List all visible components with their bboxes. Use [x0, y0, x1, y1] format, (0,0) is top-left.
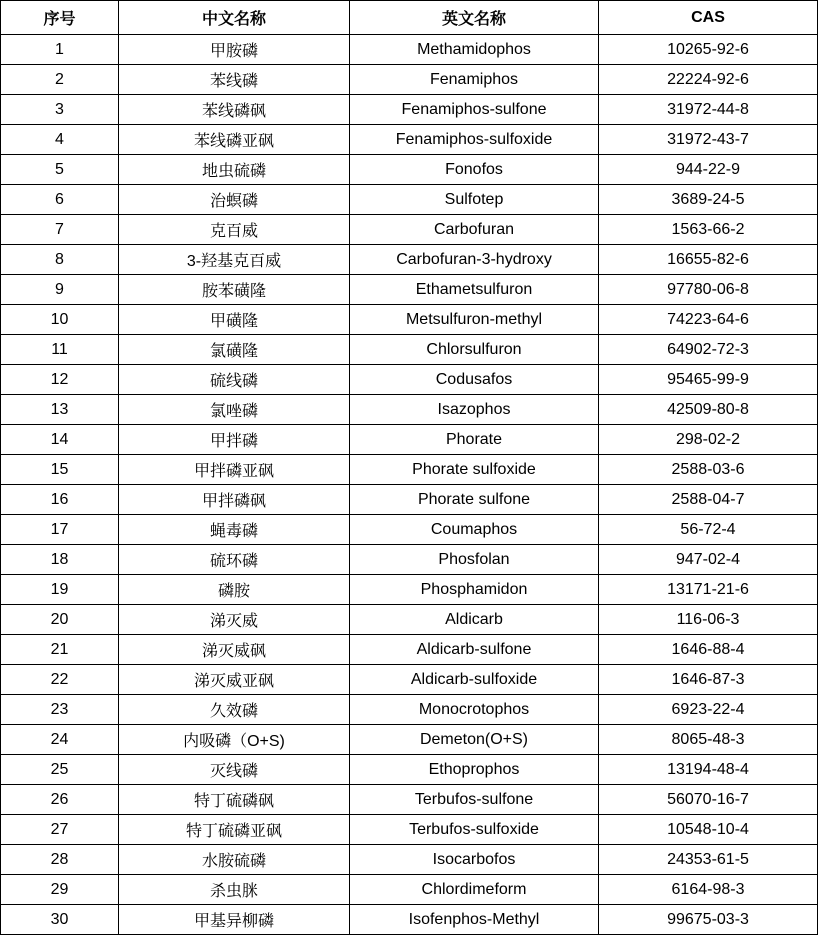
header-cas: CAS	[599, 1, 818, 35]
table-row	[1, 755, 818, 785]
cell-english-name: Carbofuran-3-hydroxy	[350, 245, 599, 275]
cell-index: 18	[1, 545, 119, 575]
cell-index: 14	[1, 425, 119, 455]
cell-english-name: Codusafos	[350, 365, 599, 395]
cell-chinese-name: 特丁硫磷砜	[119, 785, 350, 815]
cell-index: 10	[1, 305, 119, 335]
cell-english-name: Aldicarb	[350, 605, 599, 635]
cell-index: 8	[1, 245, 119, 275]
cell-chinese-name: 甲基异柳磷	[119, 905, 350, 935]
cell-english-name: Sulfotep	[350, 185, 599, 215]
cell-index: 9	[1, 275, 119, 305]
table-row	[1, 875, 818, 905]
cell-chinese-name: 杀虫脒	[119, 875, 350, 905]
cell-cas: 16655-82-6	[599, 245, 818, 275]
cell-index: 13	[1, 395, 119, 425]
table-row	[1, 485, 818, 515]
cell-english-name: Phosfolan	[350, 545, 599, 575]
cell-chinese-name: 涕灭威亚砜	[119, 665, 350, 695]
table-body	[1, 35, 818, 935]
cell-cas: 31972-43-7	[599, 125, 818, 155]
table-row	[1, 395, 818, 425]
cell-cas: 3689-24-5	[599, 185, 818, 215]
cell-chinese-name: 硫线磷	[119, 365, 350, 395]
cell-chinese-name: 甲胺磷	[119, 35, 350, 65]
cell-english-name: Fenamiphos-sulfoxide	[350, 125, 599, 155]
cell-cas: 1646-87-3	[599, 665, 818, 695]
cell-english-name: Demeton(O+S)	[350, 725, 599, 755]
cell-chinese-name: 苯线磷	[119, 65, 350, 95]
table-row	[1, 245, 818, 275]
cell-english-name: Terbufos-sulfone	[350, 785, 599, 815]
header-row	[1, 1, 818, 35]
cell-chinese-name: 甲拌磷	[119, 425, 350, 455]
cell-chinese-name: 甲拌磷砜	[119, 485, 350, 515]
table-row	[1, 365, 818, 395]
cell-index: 25	[1, 755, 119, 785]
cell-chinese-name: 内吸磷（O+S)	[119, 725, 350, 755]
cell-chinese-name: 地虫硫磷	[119, 155, 350, 185]
cell-index: 26	[1, 785, 119, 815]
cell-cas: 95465-99-9	[599, 365, 818, 395]
table-row	[1, 695, 818, 725]
cell-chinese-name: 蝇毒磷	[119, 515, 350, 545]
table-row	[1, 665, 818, 695]
table-row	[1, 65, 818, 95]
cell-index: 29	[1, 875, 119, 905]
table-row	[1, 605, 818, 635]
cell-index: 4	[1, 125, 119, 155]
header-chinese-name: 中文名称	[119, 1, 350, 35]
cell-index: 1	[1, 35, 119, 65]
table-row	[1, 335, 818, 365]
cell-cas: 97780-06-8	[599, 275, 818, 305]
cell-index: 24	[1, 725, 119, 755]
cell-cas: 298-02-2	[599, 425, 818, 455]
cell-index: 20	[1, 605, 119, 635]
cell-chinese-name: 胺苯磺隆	[119, 275, 350, 305]
cell-cas: 2588-04-7	[599, 485, 818, 515]
cell-cas: 6923-22-4	[599, 695, 818, 725]
table-row	[1, 575, 818, 605]
cell-chinese-name: 特丁硫磷亚砜	[119, 815, 350, 845]
table-row	[1, 35, 818, 65]
cell-chinese-name: 克百威	[119, 215, 350, 245]
cell-cas: 22224-92-6	[599, 65, 818, 95]
cell-english-name: Phorate	[350, 425, 599, 455]
cell-chinese-name: 磷胺	[119, 575, 350, 605]
table-row	[1, 185, 818, 215]
cell-chinese-name: 硫环磷	[119, 545, 350, 575]
cell-cas: 56-72-4	[599, 515, 818, 545]
cell-index: 7	[1, 215, 119, 245]
header-english-name: 英文名称	[350, 1, 599, 35]
cell-chinese-name: 甲磺隆	[119, 305, 350, 335]
cell-cas: 13194-48-4	[599, 755, 818, 785]
cell-cas: 8065-48-3	[599, 725, 818, 755]
cell-cas: 1646-88-4	[599, 635, 818, 665]
cell-index: 28	[1, 845, 119, 875]
cell-english-name: Fenamiphos-sulfone	[350, 95, 599, 125]
cell-chinese-name: 苯线磷砜	[119, 95, 350, 125]
cell-index: 17	[1, 515, 119, 545]
cell-english-name: Fonofos	[350, 155, 599, 185]
cell-cas: 99675-03-3	[599, 905, 818, 935]
cell-index: 22	[1, 665, 119, 695]
table-row	[1, 905, 818, 935]
table-row	[1, 815, 818, 845]
table-row	[1, 125, 818, 155]
cell-index: 5	[1, 155, 119, 185]
cell-chinese-name: 涕灭威砜	[119, 635, 350, 665]
cell-index: 3	[1, 95, 119, 125]
cell-index: 12	[1, 365, 119, 395]
cell-chinese-name: 涕灭威	[119, 605, 350, 635]
cell-cas: 6164-98-3	[599, 875, 818, 905]
cell-chinese-name: 3-羟基克百威	[119, 245, 350, 275]
table-row	[1, 275, 818, 305]
cell-english-name: Metsulfuron-methyl	[350, 305, 599, 335]
cell-cas: 116-06-3	[599, 605, 818, 635]
cell-cas: 64902-72-3	[599, 335, 818, 365]
cell-index: 27	[1, 815, 119, 845]
table-row	[1, 845, 818, 875]
cell-english-name: Chlordimeform	[350, 875, 599, 905]
table-row	[1, 455, 818, 485]
cell-index: 30	[1, 905, 119, 935]
table-row	[1, 215, 818, 245]
cell-chinese-name: 久效磷	[119, 695, 350, 725]
cell-cas: 947-02-4	[599, 545, 818, 575]
cell-chinese-name: 氯磺隆	[119, 335, 350, 365]
table-row	[1, 785, 818, 815]
cell-english-name: Ethoprophos	[350, 755, 599, 785]
cell-english-name: Fenamiphos	[350, 65, 599, 95]
cell-cas: 31972-44-8	[599, 95, 818, 125]
cell-index: 16	[1, 485, 119, 515]
cell-english-name: Isazophos	[350, 395, 599, 425]
cell-index: 11	[1, 335, 119, 365]
cell-index: 21	[1, 635, 119, 665]
cell-chinese-name: 苯线磷亚砜	[119, 125, 350, 155]
cell-english-name: Aldicarb-sulfoxide	[350, 665, 599, 695]
cell-english-name: Phorate sulfone	[350, 485, 599, 515]
cell-english-name: Ethametsulfuron	[350, 275, 599, 305]
table-row	[1, 155, 818, 185]
cell-cas: 74223-64-6	[599, 305, 818, 335]
cell-english-name: Terbufos-sulfoxide	[350, 815, 599, 845]
cell-english-name: Isofenphos-Methyl	[350, 905, 599, 935]
table-row	[1, 425, 818, 455]
cell-english-name: Phorate sulfoxide	[350, 455, 599, 485]
cell-cas: 13171-21-6	[599, 575, 818, 605]
cell-english-name: Chlorsulfuron	[350, 335, 599, 365]
cell-chinese-name: 灭线磷	[119, 755, 350, 785]
cell-index: 6	[1, 185, 119, 215]
cell-cas: 944-22-9	[599, 155, 818, 185]
header-index: 序号	[1, 1, 119, 35]
cell-index: 2	[1, 65, 119, 95]
cell-cas: 42509-80-8	[599, 395, 818, 425]
cell-cas: 10265-92-6	[599, 35, 818, 65]
cell-chinese-name: 治螟磷	[119, 185, 350, 215]
cell-index: 19	[1, 575, 119, 605]
cell-cas: 1563-66-2	[599, 215, 818, 245]
cell-index: 23	[1, 695, 119, 725]
table-row	[1, 635, 818, 665]
table-row	[1, 515, 818, 545]
cell-english-name: Isocarbofos	[350, 845, 599, 875]
cell-chinese-name: 水胺硫磷	[119, 845, 350, 875]
cell-english-name: Phosphamidon	[350, 575, 599, 605]
cell-chinese-name: 甲拌磷亚砜	[119, 455, 350, 485]
cell-cas: 10548-10-4	[599, 815, 818, 845]
cell-cas: 56070-16-7	[599, 785, 818, 815]
cell-cas: 2588-03-6	[599, 455, 818, 485]
cell-index: 15	[1, 455, 119, 485]
cell-chinese-name: 氯唑磷	[119, 395, 350, 425]
cell-english-name: Coumaphos	[350, 515, 599, 545]
table-row	[1, 545, 818, 575]
cell-english-name: Carbofuran	[350, 215, 599, 245]
cell-english-name: Monocrotophos	[350, 695, 599, 725]
cell-cas: 24353-61-5	[599, 845, 818, 875]
table-row	[1, 95, 818, 125]
cell-english-name: Methamidophos	[350, 35, 599, 65]
cell-english-name: Aldicarb-sulfone	[350, 635, 599, 665]
table-row	[1, 305, 818, 335]
table-row	[1, 725, 818, 755]
